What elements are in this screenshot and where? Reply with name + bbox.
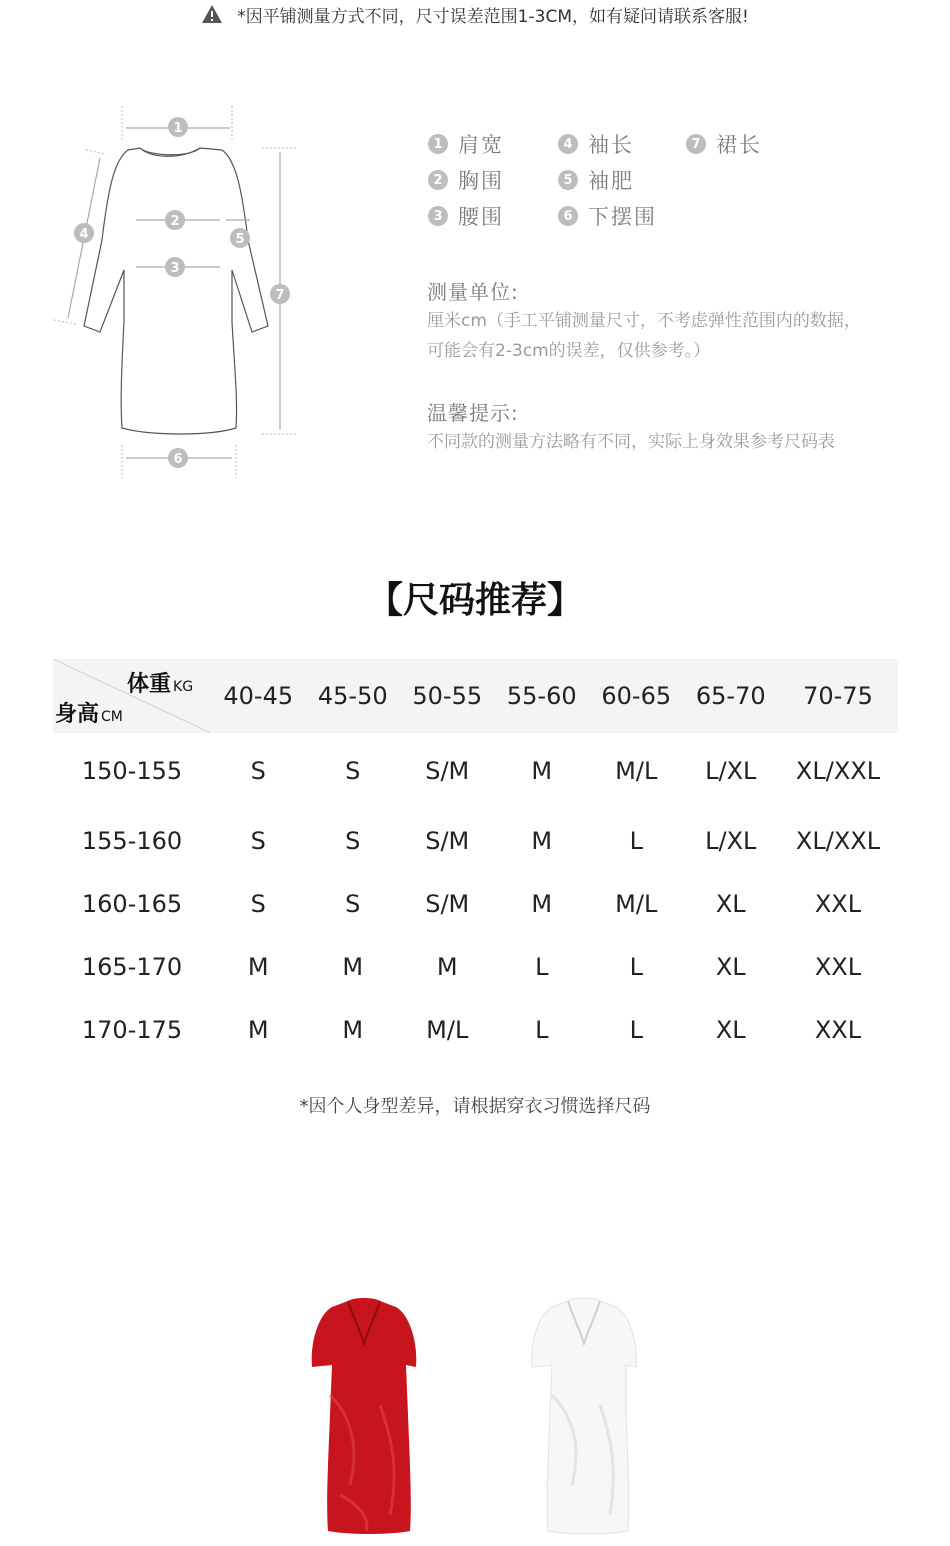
- size-cell: S/M: [425, 826, 470, 855]
- size-cell: S/M: [425, 889, 470, 918]
- weight-col-3: 50-55: [412, 682, 483, 710]
- marker-1-label: 1: [173, 121, 183, 136]
- marker-5-label: 5: [235, 232, 245, 247]
- size-cell: M: [342, 952, 364, 981]
- footnote: *因个人身型差异，请根据穿衣习惯选择尺码: [299, 1096, 651, 1117]
- size-cell: S: [345, 826, 361, 855]
- size-cell: M: [531, 889, 553, 918]
- size-cell: L: [629, 1015, 643, 1044]
- size-cell: XL: [715, 1015, 746, 1044]
- size-cell: XXL: [814, 952, 862, 981]
- size-cell: M: [342, 1015, 364, 1044]
- tips-text: 不同款的测量方法略有不同，实际上身效果参考尺码表: [427, 432, 835, 452]
- weight-header: 体重 KG: [127, 672, 194, 697]
- size-cell: M/L: [615, 757, 658, 785]
- size-cell: M: [247, 952, 269, 981]
- measure-unit-text: [427, 306, 917, 366]
- height-cell: 160-165: [81, 889, 183, 918]
- size-table: [53, 659, 898, 1061]
- legend-shoulder: 1 肩宽: [428, 132, 558, 156]
- height-cell: 150-155: [81, 757, 183, 785]
- marker-2-label: 2: [170, 214, 180, 229]
- dress-measurement-diagram: [50, 100, 310, 490]
- legend-sleeve-length: 4 袖长: [558, 132, 686, 156]
- size-cell: M: [247, 1015, 269, 1044]
- marker-6-label: 6: [173, 452, 183, 467]
- marker-7-label: 7: [275, 288, 285, 303]
- size-cell: M: [531, 757, 553, 785]
- product-images: [300, 1295, 660, 1540]
- table-row: [53, 935, 898, 998]
- size-cell: M/L: [426, 1015, 469, 1044]
- weight-col-1: 40-45: [223, 682, 294, 710]
- size-cell: XL: [715, 889, 746, 918]
- red-dress-image: [312, 1298, 417, 1534]
- corner-header: [53, 659, 211, 733]
- size-recommend-title: 【尺码推荐】: [366, 580, 583, 621]
- size-cell: S: [250, 757, 266, 785]
- weight-col-4: 55-60: [506, 682, 577, 710]
- size-cell: L/XL: [705, 757, 757, 785]
- legend-chest: 2 胸围: [428, 168, 558, 192]
- marker-4-label: 4: [79, 227, 89, 242]
- height-cell: 165-170: [81, 952, 183, 981]
- legend-hem: 6 下摆围: [558, 204, 686, 228]
- size-cell: S: [250, 826, 266, 855]
- tips-title: 温馨提示:: [427, 401, 519, 425]
- size-table-header: [53, 659, 898, 733]
- height-cell: 170-175: [81, 1015, 183, 1044]
- size-cell: XXL: [814, 1015, 862, 1044]
- size-cell: S: [345, 889, 361, 918]
- weight-col-7: 70-75: [803, 682, 873, 710]
- size-cell: XXL: [814, 889, 862, 918]
- size-cell: L: [629, 952, 643, 981]
- dress-outline: [84, 148, 268, 434]
- height-header: 身高 CM: [55, 702, 123, 727]
- size-cell: M: [531, 826, 553, 855]
- size-cell: S: [250, 889, 266, 918]
- legend-dress-length: 7 裙长: [686, 132, 816, 156]
- size-cell: M/L: [615, 889, 658, 918]
- measure-unit-line1: 厘米cm（手工平铺测量尺寸，不考虑弹性范围内的数据，: [427, 311, 861, 331]
- table-row: [53, 872, 898, 935]
- size-cell: XL/XXL: [795, 826, 881, 855]
- size-cell: S: [345, 757, 361, 785]
- white-dress-image: [532, 1298, 637, 1534]
- notice-text: *因平铺测量方式不同，尺寸误差范围1-3CM，如有疑问请联系客服!: [237, 6, 749, 27]
- size-cell: L/XL: [705, 826, 757, 855]
- size-cell: L: [629, 826, 643, 855]
- size-cell: XL/XXL: [795, 757, 881, 785]
- legend-empty: [686, 168, 816, 192]
- legend-sleeve-width: 5 袖肥: [558, 168, 686, 192]
- table-row: [53, 733, 898, 809]
- weight-col-6: 65-70: [695, 682, 766, 710]
- measure-unit-line2: 可能会有2-3cm的误差，仅供参考。）: [427, 341, 711, 361]
- height-cell: 155-160: [81, 826, 183, 855]
- legend-waist: 3 腰围: [428, 204, 558, 228]
- marker-3-label: 3: [170, 261, 180, 276]
- measurement-legend: [428, 132, 898, 228]
- size-cell: L: [535, 1015, 549, 1044]
- weight-col-5: 60-65: [601, 682, 672, 710]
- size-cell: S/M: [425, 757, 470, 785]
- size-cell: L: [535, 952, 549, 981]
- table-row: [53, 998, 898, 1061]
- notice-bar: [0, 0, 950, 28]
- size-cell: M: [436, 952, 458, 981]
- weight-col-2: 45-50: [317, 682, 388, 710]
- measure-unit-title: 测量单位:: [427, 280, 519, 304]
- warning-icon: [201, 4, 223, 24]
- size-cell: XL: [715, 952, 746, 981]
- table-row: [53, 809, 898, 872]
